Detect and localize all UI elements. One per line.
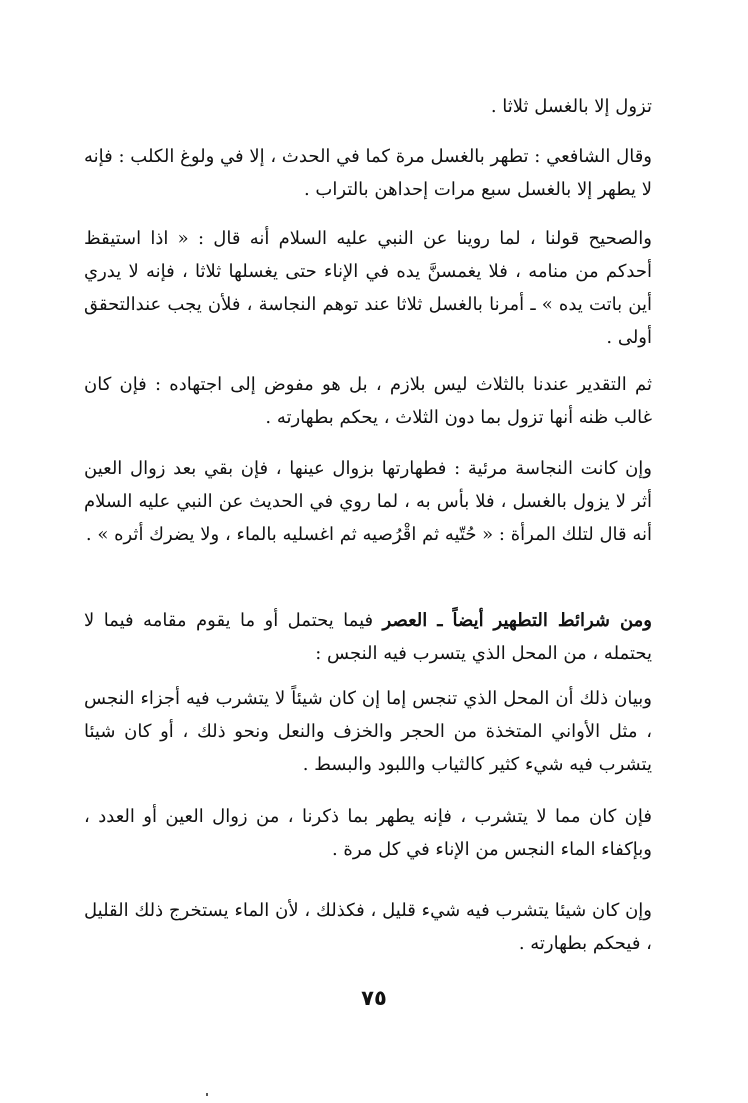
paragraph-text: فإن كان مما لا يتشرب ، فإنه يطهر بما ذكرنا ، من زوال العين أو العدد ، وبإكفاء الماء النجس من الإناء في كل مرة . [84, 806, 652, 860]
paragraph-text: وبيان ذلك أن المحل الذي تنجس إما إن كان شيئاً لا يتشرب فيه أجزاء النجس ، مثل الأواني المتخذة من الحجر والخزف والنعل ونحو ذلك ، أو كان شيئا يتشرب فيه شيء كثير كالثياب واللبود والبسط . [84, 688, 652, 775]
paragraph-9 [84, 894, 652, 960]
paragraph-7 [84, 682, 652, 781]
paragraph-text: والصحيح قولنا ، لما روينا عن النبي عليه السلام أنه قال : « اذا استيقظ أحدكم من منامه ، فلا يغمسنَّ يده في الإناء حتى يغسلها ثلاثا ، فإنه لا يدري أين باتت يده » ـ أمرنا بالغسل ثلاثا عند توهم النجاسة ، فلأن يجب عندالتحقق أولى . [84, 228, 653, 348]
paragraph-text: تزول إلا بالغسل ثلاثا . [490, 96, 652, 117]
paragraph-6 [84, 604, 652, 670]
paragraph-8 [84, 800, 652, 866]
section-body-text: فيما يحتمل أو ما يقوم مقامه فيما لا يحتمله ، من المحل الذي يتسرب فيه النجس : [84, 610, 652, 664]
paragraph-2 [84, 140, 652, 206]
paragraph-1 [84, 90, 652, 123]
paragraph-text: وإن كان شيئا يتشرب فيه شيء قليل ، فكذلك ، لأن الماء يستخرج ذلك القليل ، فيحكم بطهارته . [84, 900, 652, 954]
scan-speck [206, 1093, 208, 1096]
page-number: ٧٥ [361, 986, 387, 1010]
paragraph-text: وإن كانت النجاسة مرئية : فطهارتها بزوال عينها ، فإن بقي بعد زوال العين أثر لا يزول بالغسل ، فلا بأس به ، لما روي في الحديث عن النبي عليه السلام أنه قال لتلك المرأة : « حُتّيه ثم اقْرُصيه ثم اغسليه بالماء ، ولا يضرك أثره » . [84, 458, 652, 545]
paragraph-text: ثم التقدير عندنا بالثلاث ليس بلازم ، بل هو مفوض إلى اجتهاده : فإن كان غالب ظنه أنها تزول بما دون الثلاث ، يحكم بطهارته . [84, 374, 652, 428]
paragraph-4 [84, 368, 652, 434]
section-lead-text: ومن شرائط التطهير أيضاً ـ العصر [382, 610, 652, 631]
paragraph-text: وقال الشافعي : تطهر بالغسل مرة كما في الحدث ، إلا في ولوغ الكلب : فإنه لا يطهر إلا بالغسل سبع مرات إحداهن بالتراب . [84, 146, 652, 200]
paragraph-5 [84, 452, 652, 551]
paragraph-text [84, 604, 652, 670]
paragraph-3 [84, 222, 652, 354]
